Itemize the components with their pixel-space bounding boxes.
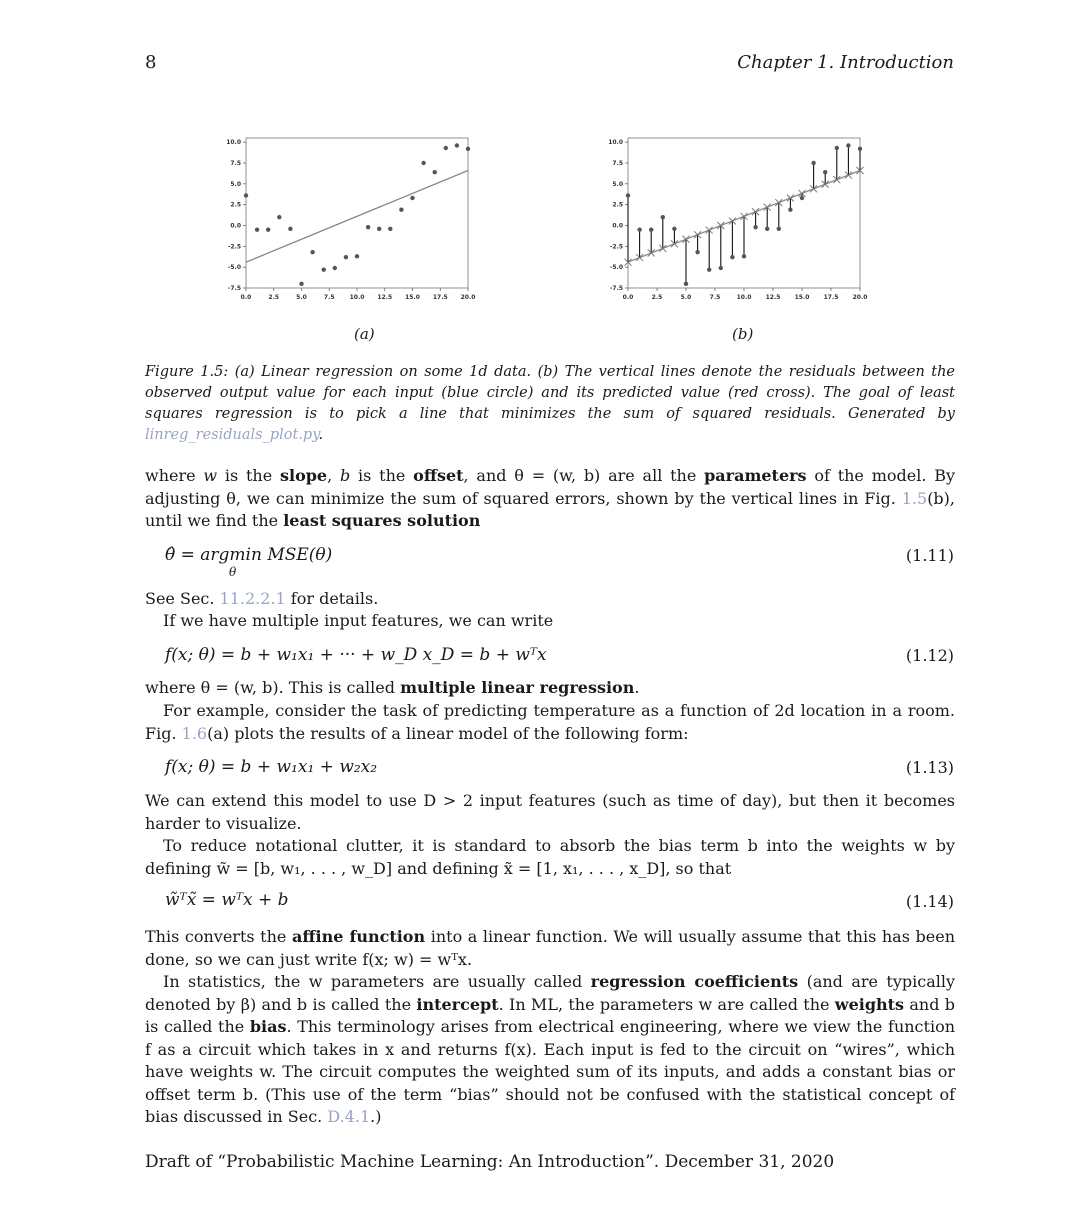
y-tick-label: 2.5 <box>612 201 623 209</box>
data-point <box>637 227 641 231</box>
ref-fig-1-6[interactable]: 1.6 <box>181 723 208 743</box>
data-point <box>684 282 688 286</box>
figure-a-label: (a) <box>354 325 375 343</box>
page-number: 8 <box>145 52 157 73</box>
y-tick-label: 10.0 <box>608 139 623 147</box>
chart-a <box>218 128 478 318</box>
ref-sec-d-4-1[interactable]: D.4.1 <box>327 1107 371 1126</box>
equation-1-14: w̃ᵀx̃ = wᵀx + b <box>165 890 289 910</box>
plot-frame <box>246 138 468 288</box>
paragraph-2: See Sec. 11.2.2.1 for details. <box>145 589 379 608</box>
paragraph-3: If we have multiple input features, we can write <box>163 611 554 630</box>
equation-1-13: f(x; θ) = b + w₁x₁ + w₂x₂ <box>165 757 378 777</box>
data-point <box>377 227 381 231</box>
data-point <box>777 227 781 231</box>
y-tick-label: 10.0 <box>226 139 241 147</box>
x-tick-label: 7.5 <box>709 294 721 301</box>
data-point <box>410 196 414 200</box>
data-point <box>266 227 270 231</box>
data-point <box>333 266 337 270</box>
data-point <box>466 147 470 151</box>
figure-b <box>598 128 868 318</box>
data-point <box>421 161 425 165</box>
x-tick-label: 0.0 <box>240 294 252 301</box>
y-tick-label: 5.0 <box>612 180 623 188</box>
data-point <box>672 227 676 231</box>
ref-sec-11-2-2-1[interactable]: 11.2.2.1 <box>219 589 286 608</box>
x-tick-label: 12.5 <box>377 294 393 301</box>
data-point <box>244 193 248 197</box>
data-point <box>322 267 326 271</box>
data-point <box>433 170 437 174</box>
data-point <box>366 225 370 229</box>
caption-link[interactable]: linreg_residuals_plot.py <box>145 427 319 443</box>
data-point <box>835 146 839 150</box>
chapter-title: Chapter 1. Introduction <box>737 52 954 73</box>
y-tick-label: 2.5 <box>230 201 241 209</box>
data-point <box>626 193 630 197</box>
x-tick-label: 5.0 <box>296 294 307 301</box>
y-tick-label: -2.5 <box>609 243 623 251</box>
x-tick-label: 15.0 <box>405 294 420 301</box>
x-tick-label: 5.0 <box>680 294 692 301</box>
y-tick-label: -7.5 <box>227 285 241 292</box>
x-tick-label: 2.5 <box>268 294 280 301</box>
paragraph-1: where w is the slope, b is the offset, and θ = (w, b) are all the parameters of the model. By adjusting θ, we can minimize the sum of squared errors, shown by the vertical lines in Fig. 1.5(b), until we find the least squares solution <box>145 466 955 530</box>
data-point <box>310 250 314 254</box>
data-point <box>730 255 734 259</box>
data-point <box>277 215 281 219</box>
equation-number-1-12: (1.12) <box>905 646 954 665</box>
paragraph-5: For example, consider the task of predicting temperature as a function of 2d location in a room. Fig. 1.6(a) plots the results of a linear model of the following form: <box>145 701 955 743</box>
y-tick-label: -7.5 <box>609 285 623 292</box>
chart-b <box>598 128 868 318</box>
data-point <box>299 282 303 286</box>
data-point <box>800 196 804 200</box>
data-point <box>661 215 665 219</box>
data-point <box>788 207 792 211</box>
figure-caption: Figure 1.5: (a) Linear regression on some 1d data. (b) The vertical lines denote the residuals between the observed output value for each input (blue circle) and its predicted value (red cross). The goal of least squares regression is to pick a line that minimizes the sum of squared residuals. Generated by linreg_residuals_plot.py. <box>145 364 955 443</box>
x-tick-label: 15.0 <box>794 294 810 301</box>
paragraph-4: where θ = (w, b). This is called multiple linear regression. <box>145 678 640 697</box>
data-point <box>399 207 403 211</box>
y-tick-label: -5.0 <box>609 264 623 272</box>
paragraph-7: To reduce notational clutter, it is standard to absorb the bias term b into the weights w by defining w̃ = [b, w₁, . . . , w_D] and defining x̃ = [1, x₁, . . . , x_D], so that <box>145 836 955 878</box>
y-tick-label: 7.5 <box>230 160 241 167</box>
footer: Draft of “Probabilistic Machine Learning: An Introduction”. December 31, 2020 <box>145 1152 835 1172</box>
data-point <box>753 225 757 229</box>
equation-1-11-sub: θ <box>229 565 237 579</box>
data-point <box>765 227 769 231</box>
data-point <box>344 255 348 259</box>
y-tick-label: 5.0 <box>230 180 241 188</box>
data-point <box>858 147 862 151</box>
y-tick-label: -2.5 <box>227 243 241 251</box>
plot-frame <box>628 138 860 288</box>
data-point <box>455 143 459 147</box>
x-tick-label: 12.5 <box>765 294 781 301</box>
equation-1-12: f(x; θ) = b + w₁x₁ + ··· + w_D x_D = b + wᵀx <box>165 645 547 665</box>
data-point <box>719 266 723 270</box>
data-point <box>707 267 711 271</box>
data-point <box>846 143 850 147</box>
x-tick-label: 0.0 <box>622 294 634 301</box>
paragraph-8: This converts the affine function into a linear function. We will usually assume that this has been done, so we can just write f(x; w) = wᵀx. <box>145 927 956 969</box>
data-point <box>355 254 359 258</box>
x-tick-label: 10.0 <box>736 294 752 301</box>
x-tick-label: 17.5 <box>823 294 839 301</box>
data-point <box>444 146 448 150</box>
equation-number-1-14: (1.14) <box>905 892 954 911</box>
y-tick-label: 0.0 <box>230 222 241 230</box>
x-tick-label: 10.0 <box>349 294 365 301</box>
x-tick-label: 20.0 <box>460 294 476 301</box>
paragraph-6: We can extend this model to use D > 2 input features (such as time of day), but then it becomes harder to visualize. <box>145 791 955 833</box>
y-tick-label: -5.0 <box>227 264 241 272</box>
data-point <box>695 250 699 254</box>
data-point <box>742 254 746 258</box>
data-point <box>811 161 815 165</box>
x-tick-label: 17.5 <box>432 294 448 301</box>
data-point <box>388 227 392 231</box>
data-point <box>288 227 292 231</box>
x-tick-label: 20.0 <box>852 294 868 301</box>
paragraph-9: In statistics, the w parameters are usually called regression coefficients (and are typically denoted by β) and b is called the intercept. In ML, the parameters w are called the weights and b is called the bias. This terminology arises from electrical engineering, where we view the function f as a circuit which takes in x and returns f(x). Each input is fed to the circuit on “wires”, which have weights w. The circuit computes the weighted sum of its inputs, and adds a constant bias or offset term b. (This use of the term “bias” should not be confused with the statistical concept of bias discussed in Sec. D.4.1.) <box>145 972 956 1126</box>
data-point <box>823 170 827 174</box>
equation-1-11: θ̂ = argmin MSE(θ) <box>165 545 333 565</box>
y-tick-label: 0.0 <box>612 222 623 230</box>
y-tick-label: 7.5 <box>612 160 623 167</box>
figure-b-label: (b) <box>732 325 754 343</box>
ref-fig-1-5[interactable]: 1.5 <box>901 488 928 508</box>
data-point <box>255 227 259 231</box>
x-tick-label: 7.5 <box>323 294 335 301</box>
data-point <box>649 227 653 231</box>
equation-number-1-11: (1.11) <box>905 546 954 565</box>
equation-number-1-13: (1.13) <box>905 758 954 777</box>
x-tick-label: 2.5 <box>651 294 663 301</box>
figure-a <box>218 128 478 318</box>
